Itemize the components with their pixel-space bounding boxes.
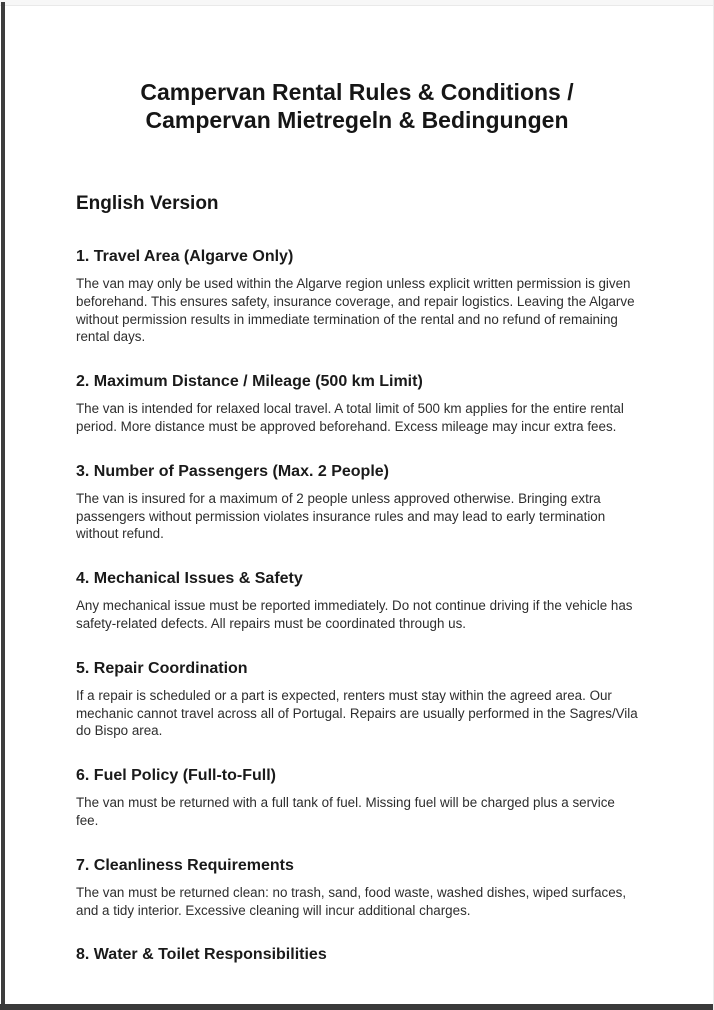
language-version-heading: English Version — [76, 193, 219, 214]
section-maximum-distance — [76, 372, 638, 436]
page-left-edge — [1, 2, 5, 1010]
section-heading: 3. Number of Passengers (Max. 2 People) — [76, 462, 389, 480]
section-body: The van is intended for relaxed local travel. A total limit of 500 km applies for the entire rental period. More distance must be approved beforehand. Excess mileage may incur extra fees. — [76, 401, 624, 434]
section-heading: 5. Repair Coordination — [76, 659, 248, 677]
section-fuel-policy — [76, 766, 638, 830]
page-bottom-edge — [0, 1004, 714, 1010]
document-title — [76, 78, 638, 134]
section-heading: 1. Travel Area (Algarve Only) — [76, 248, 294, 265]
section-heading: 6. Fuel Policy (Full-to-Full) — [76, 767, 276, 785]
section-body: If a repair is scheduled or a part is expected, renters must stay within the agreed area. Our mechanic cannot travel across all of Portugal. Repairs are usually performed in the Sagres/Vila do Bispo area. — [76, 687, 638, 739]
section-heading: 8. Water & Toilet Responsibilities — [76, 946, 327, 964]
document-title-line-2: Campervan Mietregeln & Bedingungen — [145, 107, 569, 133]
section-body: Any mechanical issue must be reported immediately. Do not continue driving if the vehicle has safety-related defects. All repairs must be coordinated through us. — [76, 598, 633, 631]
section-body: The van may only be used within the Algarve region unless explicit written permission is given beforehand. This ensures safety, insurance coverage, and repair logistics. Leaving the Algarve without permission results in immediate termination of the rental and no refund of remaining rental days. — [76, 276, 635, 345]
section-heading: 4. Mechanical Issues & Safety — [76, 570, 303, 588]
section-mechanical-issues — [76, 569, 638, 633]
document-title-line-1: Campervan Rental Rules & Conditions / — [140, 79, 574, 105]
section-water-toilet — [76, 945, 638, 964]
section-cleanliness — [76, 856, 638, 920]
page-top-edge — [0, 0, 714, 6]
section-number-of-passengers — [76, 462, 638, 543]
section-body: The van must be returned clean: no trash, sand, food waste, washed dishes, wiped surfaces, and a tidy interior. Excessive cleaning will incur additional charges. — [76, 884, 627, 918]
section-repair-coordination — [76, 659, 638, 740]
section-body: The van is insured for a maximum of 2 people unless approved otherwise. Bringing extra passengers without permission violates insurance rules and may lead to early termination without refund. — [76, 490, 606, 542]
section-heading: 7. Cleanliness Requirements — [76, 856, 294, 874]
section-heading: 2. Maximum Distance / Mileage (500 km Limit) — [76, 373, 423, 391]
section-travel-area — [76, 247, 638, 346]
section-body: The van must be returned with a full tank of fuel. Missing fuel will be charged plus a service fee. — [76, 795, 615, 828]
